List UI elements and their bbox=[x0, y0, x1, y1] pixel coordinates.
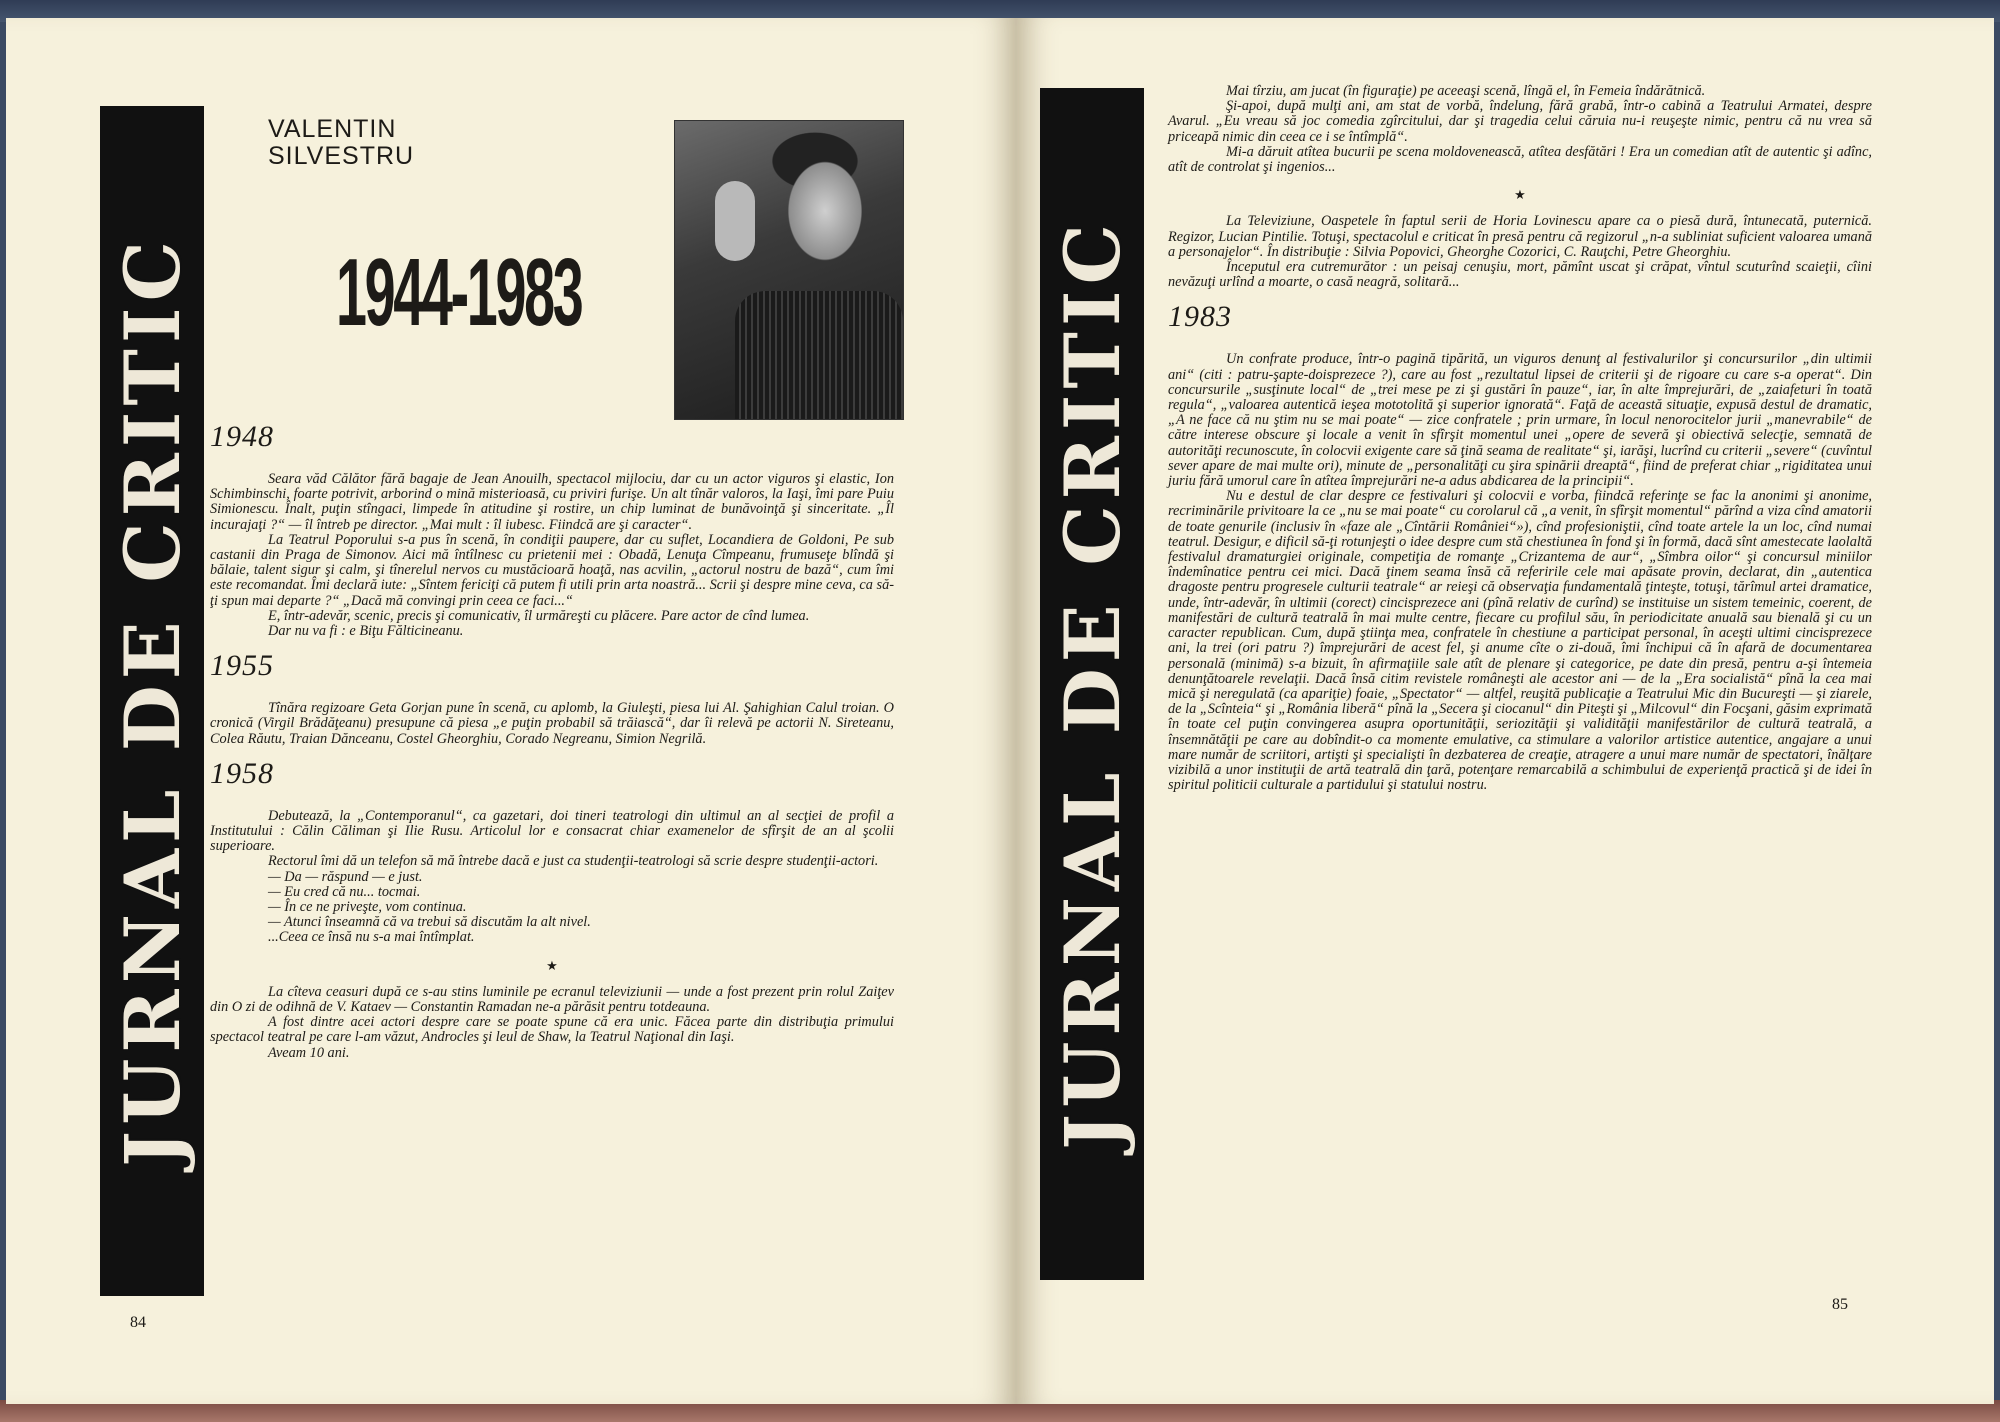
paragraph: Mai tîrziu, am jucat (în figuraţie) pe aceeaşi scenă, lîngă el, în Femeia îndărătnică. bbox=[1226, 83, 1706, 99]
left-column bbox=[210, 420, 894, 1061]
author-first-name: VALENTIN bbox=[268, 115, 397, 143]
paragraph: Dar nu va fi : e Biţu Fălticineanu. bbox=[268, 623, 464, 640]
paragraph: Mi-a dăruit atîtea bucurii pe scena moldovenească, atîtea desfătări ! Era un comedian atît de autentic şi adînc, atît de controlat şi ingenios... bbox=[1168, 143, 1872, 176]
paragraph: E, într-adevăr, scenic, precis şi comunicativ, îl urmăreşti cu plăcere. Pare actor de cînd lumea. bbox=[268, 607, 810, 624]
author-photo bbox=[674, 120, 904, 420]
paragraph: ...Ceea ce însă nu s-a mai întîmplat. bbox=[268, 929, 475, 946]
journal-banner-left bbox=[100, 106, 204, 1296]
photo-hand bbox=[715, 181, 755, 261]
paragraph: La Televiziune, Oaspetele în faptul serii de Horia Lovinescu apare ca o piesă dură, întunecată, puternică. Regizor, Lucian Pintilie. Totuşi, spectacolul e criticat în presă pentru că regizorul „n-a subliniat suficient valoarea umană a personajelor“. În distribuţie : Silvia Popovici, Gheorghe Cozorici, C. Rauţchi, Petre Gheorghiu. bbox=[1168, 213, 1872, 260]
dialogue-line: — Da — răspund — e just. bbox=[268, 868, 423, 885]
banner-text: JURNAL DE CRITIC bbox=[107, 235, 197, 1167]
page-number-right: 85 bbox=[1832, 1296, 1848, 1313]
year-heading: 1955 bbox=[210, 649, 274, 683]
paragraph: Aveam 10 ani. bbox=[268, 1044, 350, 1061]
paragraph: A fost dintre acei actori despre care se poate spune că era unic. Făcea parte din distribuţia primului spectacol teatral pe care l-am văzut, Androcles şi leul de Shaw, la Teatrul Naţional din Iaşi. bbox=[210, 1014, 894, 1046]
paragraph: Începutul era cutremurător : un peisaj cenuşiu, mort, pămînt uscat şi crăpat, vîntul scuturînd scaieţii, cîini nevăzuţi urlînd a moarte, o casă neagră, solitară... bbox=[1168, 259, 1872, 291]
dialogue-line: — Eu cred că nu... tocmai. bbox=[268, 883, 421, 900]
paragraph: La cîteva ceasuri după ce s-au stins luminile pe ecranul televiziunii — unde a fost prezent prin rolul Zaiţev din O zi de odihnă de V. Kataev — Constantin Ramadan ne-a părăsit pentru totdeauna. bbox=[210, 983, 894, 1016]
photo-suit bbox=[735, 291, 903, 419]
section-1948 bbox=[210, 420, 894, 639]
author-last-name: SILVESTRU bbox=[268, 142, 415, 170]
dialogue-line: — Atunci înseamnă că va trebui să discutăm la alt nivel. bbox=[268, 914, 591, 931]
section-separator-star: ★ bbox=[1514, 187, 1526, 203]
dialogue-line: — În ce ne priveşte, vom continua. bbox=[268, 899, 467, 916]
paragraph: Rectorul îmi dă un telefon să mă întrebe dacă e just ca studenţii-teatrologi să scrie despre studenţii-actori. bbox=[268, 853, 879, 870]
paragraph: Debutează, la „Contemporanul“, ca gazetari, doi tineri teatrologi din ultimul an al secţiei de profil a Institutului : Călin Căliman şi Ilie Rusu. Articolul lor e consacrat chiar examenelor de sfîrşit de an al şcolii superioare. bbox=[210, 807, 894, 855]
paragraph: Un confrate produce, într-o pagină tipărită, un viguros denunţ al festivalurilor şi concursurilor „din ultimii ani“ (citi : patru-şapte-doisprezece ?), care au fost „rezultatul lipsei de criterii şi de rigoare cu care s-a operat“. Din concursurile „susţinute local“ de „trei mese pe zi şi gustări în pauze“, iar, în alte împrejurări, de „zaiafeturi în toată regula“, „valoarea autentică ieşea mototolită şi superior ignorată“. Faţă de această situaţie, expusă destul de dramatic, „A ne face că nu ştim nu se mai poate“ — zice confratele ; prin urmare, în locul nenorocitelor jurii „manevrabile“ de către interese obscure şi locale a venit în sfîrşit momentul unei „opere de severă şi obiectivă selecţie, semnată de autorităţi recunoscute, în colocvii exigente care să ţină seama de realitate“ şi, iarăşi, lucrînd cu criterii „severe“ (cuvîntul sever apare de mai multe ori), minute de „personalităţi cu şira spinării dreaptă“, fiind de preferat chiar „rigiditatea unui juriu fără umorul care în atîtea împrejurări ne-a adus abdicarea de la principii“. bbox=[1168, 351, 1872, 490]
years-heading: 1944-1983 bbox=[336, 239, 582, 346]
journal-banner-right bbox=[1040, 88, 1144, 1280]
paragraph: Şi-apoi, după mulţi ani, am stat de vorbă, îndelung, fără grabă, într-o cabină a Teatrului Armatei, despre Avarul. „Eu vreau să joc comedia zgîrcitului, dar şi tragedia celui căruia nu-i reuşeşte nimic, pentru că nu vrea să priceapă nimic din ceea ce i se întîmplă“. bbox=[1168, 98, 1872, 145]
paragraph: Tînăra regizoare Geta Gorjan pune în scenă, cu aplomb, la Giuleşti, piesa lui Al. Şahighian Calul troian. O cronică (Virgil Brădăţeanu) presupune că piesa „e puţin probabil să trăiască“, dar îi relevă pe actorii N. Sireteanu, Colea Răutu, Traian Dănceanu, Costel Gheorghiu, Corado Negreanu, Simion Negrilă. bbox=[210, 700, 894, 747]
paragraph: Seara văd Călător fără bagaje de Jean Anouilh, spectacol mijlociu, dar cu un actor viguros şi elastic, Ion Schimbinschi, foarte potrivit, arborind o mină misterioasă, cu priviri furişe. Un alt tînăr valoros, la Iaşi, îmi pare Puiu Simionescu. Înalt, puţin stîngaci, limpede în atitudine şi rostire, un chip luminat de bunăvoinţă şi sinceritate. „Îl incurajaţi ?“ — îl întreb pe director. „Mai mult : îl iubesc. Fiindcă are şi caracter“. bbox=[210, 471, 894, 533]
paragraph: Nu e destul de clar despre ce festivaluri şi colocvii e vorba, fiindcă referinţe se fac la anonimi şi anonime, recriminările privitoare la ce „nu se mai poate“ cu corolarul că „a venit, în sfîrşit momentul“ părînd a viza cînd amatorii de toate genurile (inclusiv în «faze ale „Cîntării României“»), cînd profesioniştii, cînd toate artele la un loc, cînd numai teatrul. Desigur, e dificil să-ţi rotunjeşti o idee despre cum stă chestiunea în fond şi în formă, dacă sînt amestecate laolaltă festivalul dramaturgiei originale, competiţia de romanţe „Crizantema de aur“, „Sîmbra oilor“ şi concursul miniilor îndemînatice pentru cei mici. Dacă ţinem seama însă că referirile cele mai apăsate provin, declarat, din „autentica dragoste pentru progresele culturii teatrale“ ar reieşi că observaţia fundamentală ţinteşte, totuşi, tărîmul artei dramatice, unde, într-adevăr, în ultimii (corect) cincisprezece ani (pînă relativ de curînd) se instituise un sistem temeinic, coerent, de manifestări de cultură teatrală în mai multe centre, fiecare cu profilul său, în periodicitate anuală sau bienală şi cu un caracter republican. Cum, după ştiinţa mea, confratele în chestiune a participat personal, în aceşti ultimi cincisprezece ani, la trei (ori patru ?) împrejurări de acest fel, şi anume cîte o zi-două, îmi închipui că în afară de documentarea personală (minimă) s-a bizuit, în afirmaţiile sale atît de plenare şi categorice, pe date din presă, pentru a-şi întemeia denunţătoarele revelaţii. Dacă însă citim revistele româneşti ale acestor ani — de la „Era socialistă“ pînă la cea mai mică şi neregulată (ca apariţie) foaie, „Spectator“ — altfel, reuşită publicaţie a Teatrului Mic din Bucureşti — şi ziarele, de la „Scînteia“ şi „România liberă“ pînă la „Secera şi ciocanul“ din Piteşti şi „Milcovul“ din Focşani, găsim exprimată în toate cel puţin convingerea asupra oportunităţii, seriozităţii şi validităţii manifestărilor de cultură teatrală, a însemnătăţii pe care au dobîndit-o ca momente emulative, ca stimulare a valorilor artistice autentice, angajare a unui mare număr de scriitori, artişti şi specialişti în dezbaterea de creaţie, atragere a unui mare număr de spectatori, înălţare vizibilă a unor instituţii de artă teatrală din ţară, potenţare remarcabilă a schimbului de experienţă practică şi de idei în spiritul politicii culturale a partidului şi statului nostru. bbox=[1168, 488, 1872, 794]
right-column bbox=[1168, 84, 1872, 793]
year-heading: 1983 bbox=[1168, 300, 1232, 334]
paragraph: La Teatrul Poporului s-a pus în scenă, în condiţii paupere, dar cu suflet, Locandiera de Goldoni, Pe sub castanii din Praga de Simonov. Aici mă întîlnesc cu prietenii mei : Obadă, Lenuţa Cîmpeanu, frumuseţe blîndă şi bălaie, talent sigur şi calm, şi tînerelul nervos cu mustăcioară hoaţă, nas acvilin, „actorul nostru de bază“, cum îmi este recomandat. Îmi declară iute: „Sîntem fericiţi că putem fi utili prin arta noastră... Scrii şi despre mine ceva, ca să-ţi spun mai departe ?“ „Dacă mă convingi prin ceea ce faci...“ bbox=[210, 531, 894, 609]
year-heading: 1948 bbox=[210, 420, 274, 453]
left-page bbox=[6, 18, 1016, 1404]
section-separator-star: ★ bbox=[546, 957, 558, 973]
page-number-left: 84 bbox=[130, 1314, 146, 1331]
section-1955 bbox=[210, 649, 894, 747]
right-page bbox=[1016, 18, 1994, 1404]
section-1958 bbox=[210, 757, 894, 946]
year-heading: 1958 bbox=[210, 756, 274, 790]
author-name bbox=[268, 116, 414, 170]
section-1983 bbox=[1168, 300, 1872, 793]
banner-text: JURNAL DE CRITIC bbox=[1047, 218, 1137, 1150]
